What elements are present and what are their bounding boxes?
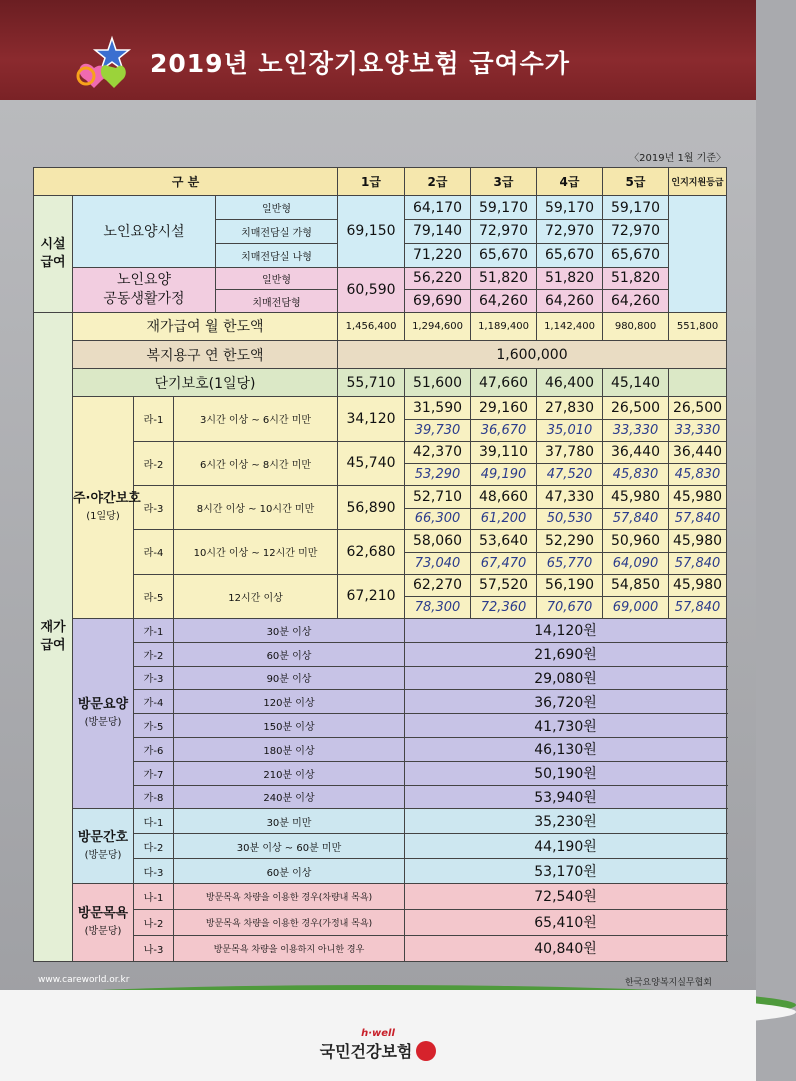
fee-cell-italic: 57,840 xyxy=(669,552,727,574)
page-title: 2019년 노인장기요양보험 급여수가 xyxy=(150,49,570,78)
fee-cell: 64,260 xyxy=(603,290,669,313)
fee-cell: 42,370 xyxy=(405,441,471,464)
fee-cell: 51,600 xyxy=(405,369,471,397)
fee-cell-italic: 73,040 xyxy=(405,552,471,574)
price-cell: 40,840원 xyxy=(405,935,727,961)
website-link[interactable]: www.careworld.or.kr xyxy=(38,975,130,985)
fee-cell: 36,440 xyxy=(603,441,669,464)
fee-cell: 26,500 xyxy=(603,397,669,420)
fee-cell: 65,670 xyxy=(471,243,537,267)
service-desc: 150분 이상 xyxy=(174,714,405,738)
fee-cell-italic: 36,670 xyxy=(471,420,537,442)
service-desc: 30분 미만 xyxy=(174,809,405,834)
table-row xyxy=(34,642,727,666)
table-row xyxy=(34,909,727,935)
fee-cell: 59,170 xyxy=(603,196,669,220)
fee-cell: 56,190 xyxy=(537,574,603,597)
table-row xyxy=(34,312,727,340)
price-cell: 35,230원 xyxy=(405,809,727,834)
service-desc: 방문목욕 차량을 이용하지 아니한 경우 xyxy=(174,935,405,961)
service-code: 다-2 xyxy=(134,834,174,859)
fee-cell: 58,060 xyxy=(405,530,471,553)
service-code: 다-1 xyxy=(134,809,174,834)
fee-cell-italic: 50,530 xyxy=(537,508,603,530)
table-row xyxy=(34,859,727,884)
fee-cell: 48,660 xyxy=(471,485,537,508)
table-row xyxy=(34,883,727,909)
price-cell: 41,730원 xyxy=(405,714,727,738)
service-code: 가-1 xyxy=(134,618,174,642)
service-code: 가-8 xyxy=(134,785,174,809)
fee-cell: 52,290 xyxy=(537,530,603,553)
fee-cell: 59,170 xyxy=(471,196,537,220)
fee-cell-italic: 67,470 xyxy=(471,552,537,574)
service-desc: 10시간 이상 ~ 12시간 미만 xyxy=(174,530,338,574)
group-home-label: 노인요양 공동생활가정 xyxy=(73,267,216,312)
col-header-grade5: 5급 xyxy=(603,168,669,196)
price-cell: 21,690원 xyxy=(405,642,727,666)
price-cell: 36,720원 xyxy=(405,690,727,714)
table-row xyxy=(34,761,727,785)
table-row xyxy=(34,196,727,220)
fee-cell: 65,670 xyxy=(603,243,669,267)
day-night-group-label: 주·야간보호 (1일당) xyxy=(73,397,134,619)
table-row xyxy=(34,441,727,464)
service-code: 라-5 xyxy=(134,574,174,618)
service-code: 나-1 xyxy=(134,883,174,909)
service-desc: 방문목욕 차량을 이용한 경우(차량내 목욕) xyxy=(174,883,405,909)
fee-cell: 50,960 xyxy=(603,530,669,553)
table-row xyxy=(34,369,727,397)
visit-nursing-group-label: 방문간호 (방문당) xyxy=(73,809,134,884)
grade1-value: 67,210 xyxy=(338,574,405,618)
type-label: 일반형 xyxy=(216,267,338,290)
fee-cell: 64,260 xyxy=(471,290,537,313)
type-label: 일반형 xyxy=(216,196,338,220)
fee-cell: 36,440 xyxy=(669,441,727,464)
col-header-category: 구 분 xyxy=(34,168,338,196)
fee-cell-italic: 33,330 xyxy=(669,420,727,442)
welfare-limit-label: 복지용구 연 한도액 xyxy=(73,341,338,369)
empty-cell xyxy=(669,196,727,313)
fee-cell: 51,820 xyxy=(537,267,603,290)
home-group-label: 재가 급여 xyxy=(34,312,73,961)
empty-cell xyxy=(669,369,727,397)
facility-group-label: 시설 급여 xyxy=(34,196,73,313)
service-desc: 60분 이상 xyxy=(174,859,405,884)
fee-cell-italic: 53,290 xyxy=(405,464,471,486)
service-desc: 방문목욕 차량을 이용한 경우(가정내 목욕) xyxy=(174,909,405,935)
welfare-limit-value: 1,600,000 xyxy=(338,341,727,369)
fee-cell-italic: 64,090 xyxy=(603,552,669,574)
fee-cell-italic: 65,770 xyxy=(537,552,603,574)
fee-cell-italic: 57,840 xyxy=(603,508,669,530)
grade1-value: 62,680 xyxy=(338,530,405,574)
service-desc: 30분 이상 ~ 60분 미만 xyxy=(174,834,405,859)
brand-label: h·well xyxy=(361,1028,395,1039)
table-row xyxy=(34,935,727,961)
table-row xyxy=(34,714,727,738)
table-row xyxy=(34,785,727,809)
fee-cell: 51,820 xyxy=(603,267,669,290)
table-row xyxy=(34,397,727,420)
fee-cell: 72,970 xyxy=(603,219,669,243)
price-cell: 65,410원 xyxy=(405,909,727,935)
service-desc: 60분 이상 xyxy=(174,642,405,666)
fee-cell-italic: 57,840 xyxy=(669,597,727,619)
fee-cell: 1,456,400 xyxy=(338,312,405,340)
table-row xyxy=(34,530,727,553)
type-label: 치매전담형 xyxy=(216,290,338,313)
service-code: 가-6 xyxy=(134,737,174,761)
table-row xyxy=(34,809,727,834)
fee-cell: 1,189,400 xyxy=(471,312,537,340)
fee-cell-italic: 78,300 xyxy=(405,597,471,619)
fee-cell-italic: 39,730 xyxy=(405,420,471,442)
short-term-label: 단기보호(1일당) xyxy=(73,369,338,397)
fee-cell: 1,294,600 xyxy=(405,312,471,340)
service-code: 가-7 xyxy=(134,761,174,785)
service-desc: 120분 이상 xyxy=(174,690,405,714)
fee-cell-italic: 69,000 xyxy=(603,597,669,619)
fee-cell: 79,140 xyxy=(405,219,471,243)
service-code: 라-4 xyxy=(134,530,174,574)
price-cell: 53,940원 xyxy=(405,785,727,809)
fee-cell: 71,220 xyxy=(405,243,471,267)
grade1-value: 60,590 xyxy=(338,267,405,312)
fee-cell: 59,170 xyxy=(537,196,603,220)
fee-cell: 45,980 xyxy=(603,485,669,508)
fee-cell-italic: 45,830 xyxy=(669,464,727,486)
fee-cell: 1,142,400 xyxy=(537,312,603,340)
insurer-mark-icon xyxy=(416,1041,436,1061)
service-desc: 180분 이상 xyxy=(174,737,405,761)
service-desc: 3시간 이상 ~ 6시간 미만 xyxy=(174,397,338,441)
service-code: 나-3 xyxy=(134,935,174,961)
table-row xyxy=(34,574,727,597)
grade1-value: 69,150 xyxy=(338,196,405,267)
type-label: 치매전담실 나형 xyxy=(216,243,338,267)
grade1-value: 34,120 xyxy=(338,397,405,441)
table-row xyxy=(34,666,727,690)
visit-care-group-label: 방문요양 (방문당) xyxy=(73,618,134,808)
fee-cell-italic: 61,200 xyxy=(471,508,537,530)
table-header-row xyxy=(34,168,727,196)
table-row xyxy=(34,341,727,369)
fee-cell: 39,110 xyxy=(471,441,537,464)
type-label: 치매전담실 가형 xyxy=(216,219,338,243)
fee-cell: 46,400 xyxy=(537,369,603,397)
monthly-limit-label: 재가급여 월 한도액 xyxy=(73,312,338,340)
fee-cell: 55,710 xyxy=(338,369,405,397)
fee-cell: 26,500 xyxy=(669,397,727,420)
service-desc: 210분 이상 xyxy=(174,761,405,785)
fee-cell-italic: 57,840 xyxy=(669,508,727,530)
table-row xyxy=(34,834,727,859)
service-desc: 30분 이상 xyxy=(174,618,405,642)
fee-cell: 45,980 xyxy=(669,574,727,597)
association-name: 한국요양복지실무협회 xyxy=(625,978,712,988)
fee-cell: 72,970 xyxy=(471,219,537,243)
col-header-grade2: 2급 xyxy=(405,168,471,196)
fee-cell: 64,260 xyxy=(537,290,603,313)
service-code: 가-2 xyxy=(134,642,174,666)
table-row xyxy=(34,618,727,642)
service-desc: 90분 이상 xyxy=(174,666,405,690)
table-row xyxy=(34,737,727,761)
grade1-value: 45,740 xyxy=(338,441,405,485)
fee-cell: 980,800 xyxy=(603,312,669,340)
fee-cell: 45,980 xyxy=(669,530,727,553)
fee-cell: 51,820 xyxy=(471,267,537,290)
service-code: 다-3 xyxy=(134,859,174,884)
fee-cell: 52,710 xyxy=(405,485,471,508)
price-cell: 50,190원 xyxy=(405,761,727,785)
service-code: 라-3 xyxy=(134,485,174,529)
fee-cell: 56,220 xyxy=(405,267,471,290)
grade1-value: 56,890 xyxy=(338,485,405,529)
base-date-note: 〈2019년 1월 기준〉 xyxy=(629,153,726,164)
fee-cell: 47,330 xyxy=(537,485,603,508)
service-code: 가-4 xyxy=(134,690,174,714)
visit-bath-group-label: 방문목욕 (방문당) xyxy=(73,883,134,961)
service-desc: 12시간 이상 xyxy=(174,574,338,618)
price-cell: 53,170원 xyxy=(405,859,727,884)
fee-cell: 62,270 xyxy=(405,574,471,597)
fee-cell: 45,140 xyxy=(603,369,669,397)
fee-cell: 54,850 xyxy=(603,574,669,597)
col-header-grade3: 3급 xyxy=(471,168,537,196)
service-code: 라-2 xyxy=(134,441,174,485)
fee-cell: 72,970 xyxy=(537,219,603,243)
service-desc: 6시간 이상 ~ 8시간 미만 xyxy=(174,441,338,485)
fee-cell: 551,800 xyxy=(669,312,727,340)
price-cell: 44,190원 xyxy=(405,834,727,859)
fee-cell-italic: 35,010 xyxy=(537,420,603,442)
table-row xyxy=(34,690,727,714)
fee-cell: 69,690 xyxy=(405,290,471,313)
table-row xyxy=(34,267,727,290)
fee-cell-italic: 70,670 xyxy=(537,597,603,619)
col-header-grade4: 4급 xyxy=(537,168,603,196)
fee-cell: 64,170 xyxy=(405,196,471,220)
service-code: 가-5 xyxy=(134,714,174,738)
service-code: 가-3 xyxy=(134,666,174,690)
fee-cell-italic: 49,190 xyxy=(471,464,537,486)
price-cell: 14,120원 xyxy=(405,618,727,642)
service-code: 라-1 xyxy=(134,397,174,441)
fee-cell-italic: 33,330 xyxy=(603,420,669,442)
fee-cell-italic: 45,830 xyxy=(603,464,669,486)
fee-cell: 45,980 xyxy=(669,485,727,508)
insurer-logo xyxy=(0,1028,756,1062)
fee-cell: 37,780 xyxy=(537,441,603,464)
fee-cell: 27,830 xyxy=(537,397,603,420)
nursing-home-label: 노인요양시설 xyxy=(73,196,216,267)
fee-cell: 53,640 xyxy=(471,530,537,553)
fee-cell: 65,670 xyxy=(537,243,603,267)
benefit-fee-table xyxy=(33,167,727,962)
price-cell: 46,130원 xyxy=(405,737,727,761)
col-header-grade1: 1급 xyxy=(338,168,405,196)
fee-cell-italic: 47,520 xyxy=(537,464,603,486)
fee-cell: 31,590 xyxy=(405,397,471,420)
fee-cell-italic: 72,360 xyxy=(471,597,537,619)
logo-icon xyxy=(72,36,136,90)
fee-cell: 47,660 xyxy=(471,369,537,397)
insurer-name: 국민건강보험 xyxy=(319,1042,413,1061)
service-desc: 8시간 이상 ~ 10시간 미만 xyxy=(174,485,338,529)
fee-cell: 57,520 xyxy=(471,574,537,597)
col-header-cognitive: 인지지원등급 xyxy=(669,168,727,196)
service-code: 나-2 xyxy=(134,909,174,935)
fee-cell-italic: 66,300 xyxy=(405,508,471,530)
service-desc: 240분 이상 xyxy=(174,785,405,809)
fee-cell: 29,160 xyxy=(471,397,537,420)
price-cell: 72,540원 xyxy=(405,883,727,909)
price-cell: 29,080원 xyxy=(405,666,727,690)
